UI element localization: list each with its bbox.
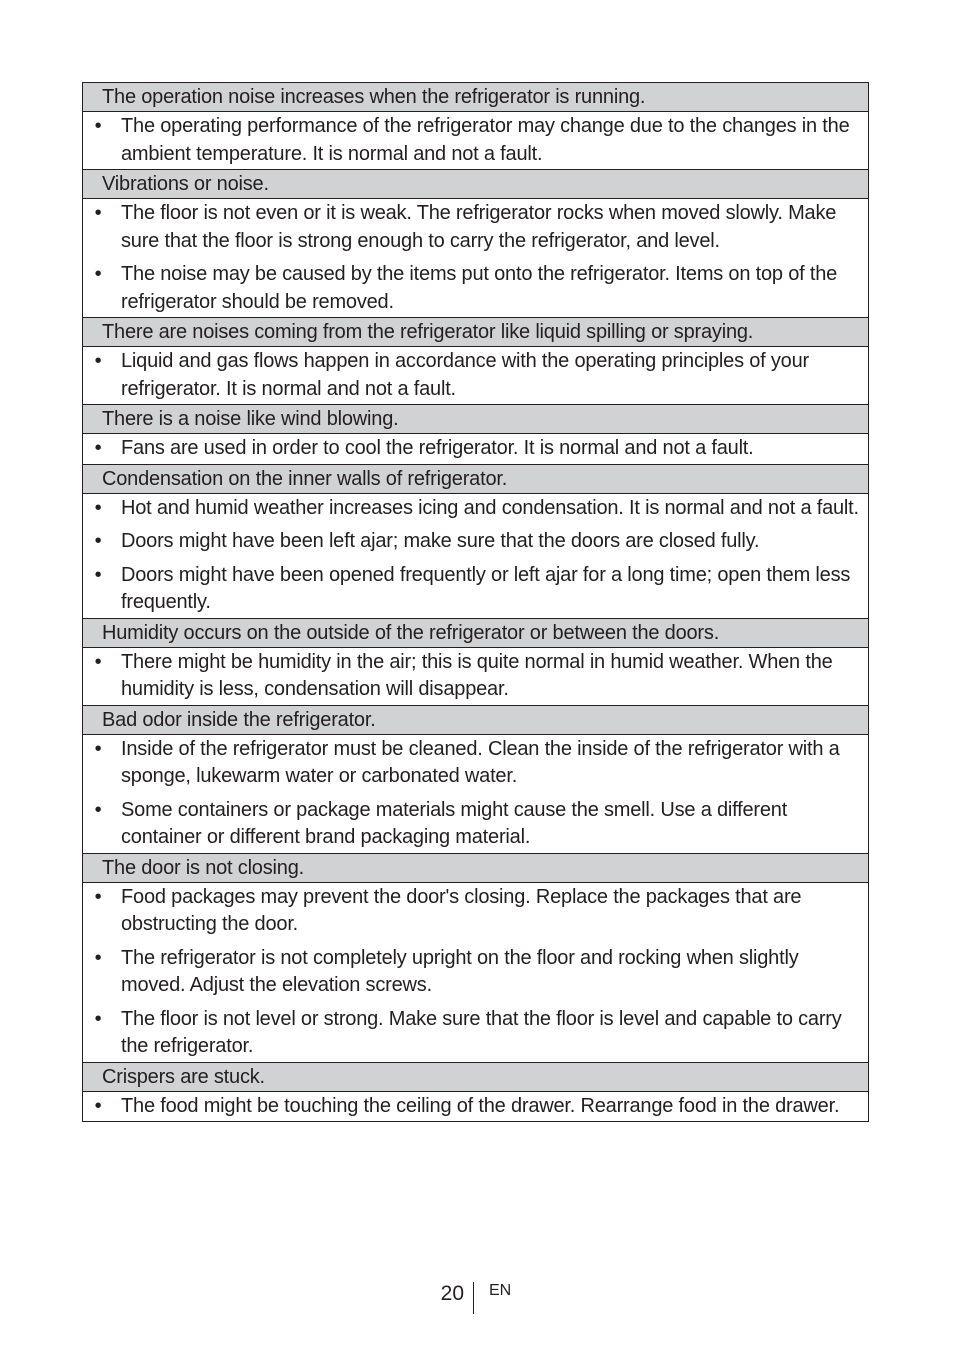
bullet-icon: • [94,496,102,519]
solution-list-item [83,736,868,791]
solution-cell [83,347,869,405]
solution-text: Hot and humid weather increases icing and condensation. It is normal and not a fault. [121,496,859,519]
problem-row [83,170,869,199]
bullet-icon: • [94,946,102,969]
solution-row [83,199,869,318]
solution-text: Doors might have been opened frequently or left ajar for a long time; open them less frequently. [121,563,851,613]
solution-row [83,734,869,853]
solution-text: The floor is not level or strong. Make sure that the floor is level and capable to carry the refrigerator. [121,1007,842,1057]
solution-text: Doors might have been left ajar; make sure that the doors are closed fully. [121,530,760,552]
solution-list-item [83,348,868,403]
solution-text: The floor is not even or it is weak. The refrigerator rocks when moved slowly. Make sure that the floor is strong enough to carry the refrigerator, and level. [121,202,837,252]
bullet-icon: • [94,563,102,586]
solution-cell [83,434,869,465]
solution-row [83,647,869,705]
problem-row [83,1062,869,1091]
solution-list-item [83,562,868,617]
problem-heading: The operation noise increases when the refrigerator is running. [83,83,869,112]
solution-list-item [83,945,868,1000]
bullet-icon: • [94,885,102,908]
solution-text: Inside of the refrigerator must be cleaned. Clean the inside of the refrigerator with a sponge, lukewarm water or carbonated water. [121,737,840,787]
bullet-icon: • [94,530,102,552]
problem-heading: Condensation on the inner walls of refrigerator. [83,464,869,493]
solution-cell [83,1091,869,1122]
footer-divider [473,1282,474,1314]
solution-list-item [83,435,868,463]
solution-row [83,493,869,618]
solution-list-item [83,200,868,255]
solution-list-item [83,797,868,852]
bullet-icon: • [94,437,102,459]
solution-list-item [83,649,868,704]
solution-list-item [83,528,868,556]
troubleshooting-table [82,82,869,1122]
language-code: EN [489,1282,512,1299]
problem-heading: Bad odor inside the refrigerator. [83,705,869,734]
solution-text: Food packages may prevent the door's closing. Replace the packages that are obstructing the door. [121,885,802,935]
problem-row [83,464,869,493]
solution-cell [83,112,869,170]
problem-row [83,705,869,734]
solution-row [83,347,869,405]
solution-list-item [83,261,868,316]
bullet-icon: • [94,1007,102,1030]
solution-row [83,434,869,465]
solution-text: The food might be touching the ceiling of the drawer. Rearrange food in the drawer. [121,1094,840,1117]
solution-text: The operating performance of the refrigerator may change due to the changes in the ambient temperature. It is normal and not a fault. [121,115,850,165]
problem-heading: There are noises coming from the refrigerator like liquid spilling or spraying. [83,318,869,347]
solution-text: The refrigerator is not completely upright on the floor and rocking when slightly moved. Adjust the elevation screws. [121,946,799,996]
bullet-icon: • [94,1094,102,1117]
bullet-icon: • [94,650,102,673]
problem-row [83,318,869,347]
solution-list-item [83,495,868,523]
bullet-icon: • [94,202,102,224]
bullet-icon: • [94,798,102,821]
page-number: 20 [440,1282,464,1305]
problem-row [83,853,869,882]
page-footer [0,1278,954,1318]
solution-text: Some containers or package materials might cause the smell. Use a different container or different brand packaging material. [121,798,788,848]
solution-text: There might be humidity in the air; this is quite normal in humid weather. When the humidity is less, condensation will disappear. [121,650,833,700]
solution-cell [83,493,869,618]
solution-cell [83,882,869,1062]
problem-row [83,83,869,112]
solution-row [83,112,869,170]
solution-cell [83,647,869,705]
bullet-icon: • [94,263,102,285]
solution-row [83,882,869,1062]
solution-cell [83,734,869,853]
solution-list-item [83,113,868,168]
bullet-icon: • [94,350,102,372]
problem-heading: Humidity occurs on the outside of the refrigerator or between the doors. [83,618,869,647]
troubleshooting-table-body [83,83,869,1122]
solution-text: Liquid and gas flows happen in accordance with the operating principles of your refrigerator. It is normal and not a fault. [121,350,809,400]
problem-row [83,405,869,434]
solution-cell [83,199,869,318]
problem-heading: Vibrations or noise. [83,170,869,199]
solution-row [83,1091,869,1122]
solution-list-item [83,884,868,939]
bullet-icon: • [94,737,102,760]
solution-list-item [83,1006,868,1061]
problem-row [83,618,869,647]
solution-text: Fans are used in order to cool the refrigerator. It is normal and not a fault. [121,437,754,459]
solution-list-item [83,1093,868,1121]
problem-heading: Crispers are stuck. [83,1062,869,1091]
solution-text: The noise may be caused by the items put onto the refrigerator. Items on top of the refrigerator should be removed. [121,263,838,313]
problem-heading: The door is not closing. [83,853,869,882]
bullet-icon: • [94,115,102,137]
problem-heading: There is a noise like wind blowing. [83,405,869,434]
